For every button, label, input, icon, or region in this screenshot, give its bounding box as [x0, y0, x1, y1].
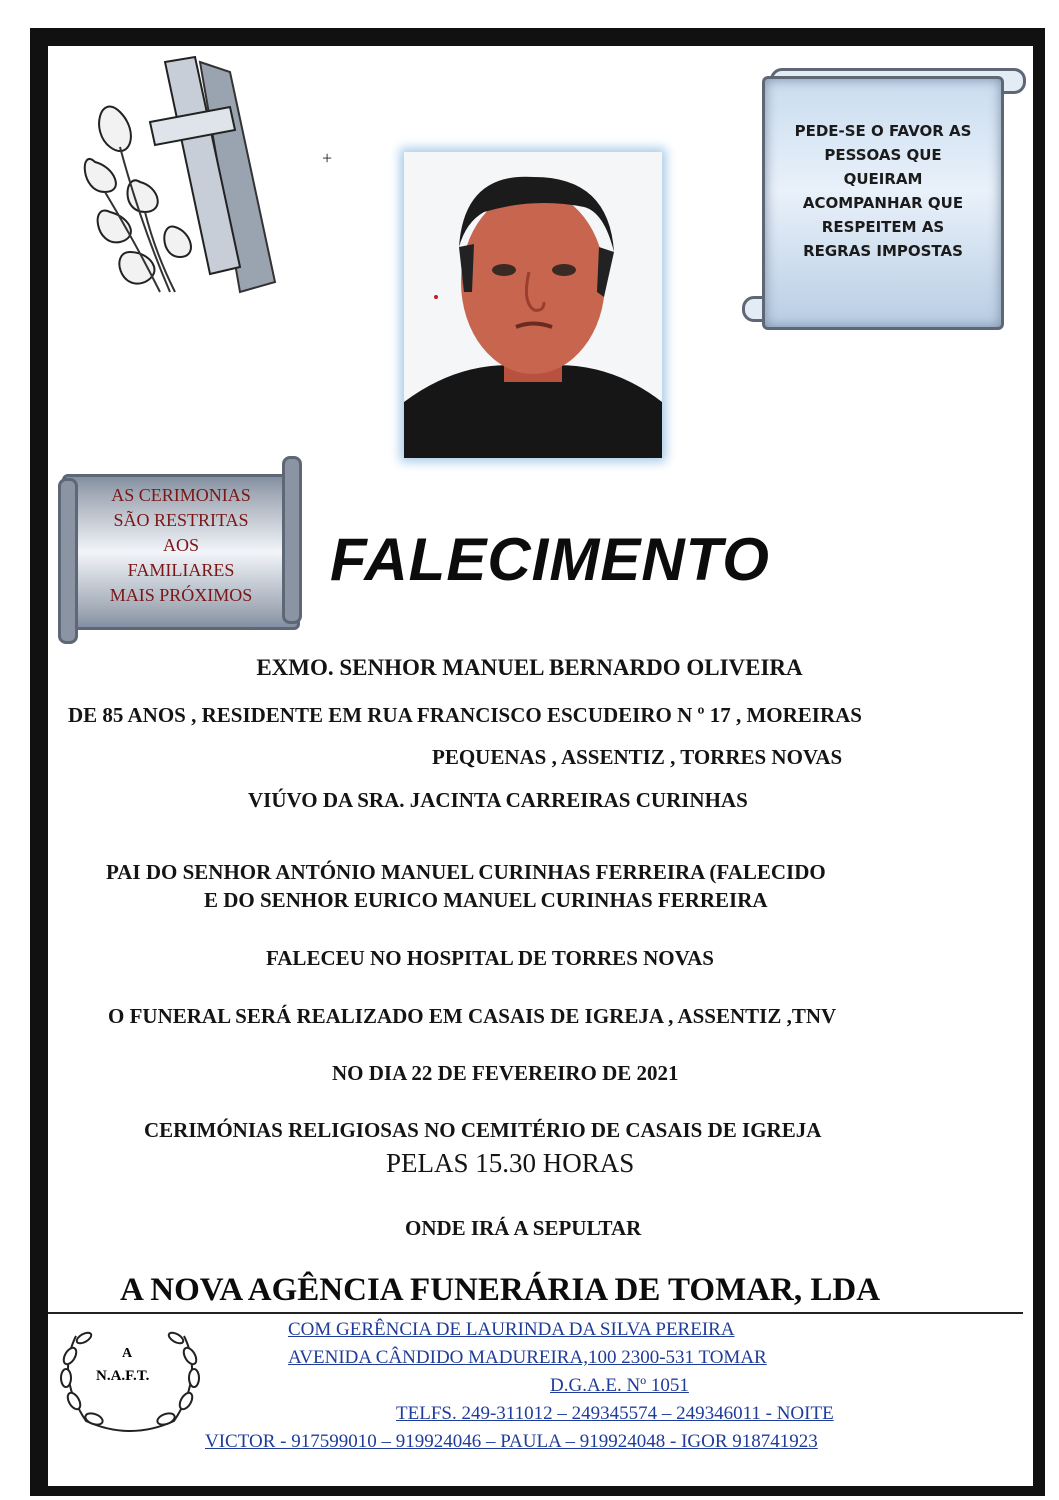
notice-right-line: PEDE-SE O FAVOR AS [794, 122, 972, 140]
cross-lily-illustration [80, 52, 280, 302]
notice-scroll-right [750, 64, 1032, 332]
children-line: PAI DO SENHOR ANTÓNIO MANUEL CURINHAS FERREIRA (FALECIDO [106, 860, 826, 884]
ceremony-time-line: PELAS 15.30 HORAS [386, 1148, 635, 1178]
portrait-photo [404, 152, 662, 458]
notice-left-line: MAIS PRÓXIMOS [109, 585, 253, 605]
address-line: AVENIDA CÂNDIDO MADUREIRA,100 2300-531 TOMAR [288, 1347, 767, 1368]
agency-logo [56, 1316, 204, 1436]
notice-left-line: FAMILIARES [127, 560, 235, 580]
widower-line: VIÚVO DA SRA. JACINTA CARREIRAS CURINHAS [248, 788, 748, 812]
notice-left-line: AS CERIMONIAS [111, 485, 251, 505]
notice-right-line: QUEIRAM [843, 170, 923, 188]
children-line-2: E DO SENHOR EURICO MANUEL CURINHAS FERREIRA [204, 888, 768, 912]
page-title: FALECIMENTO [330, 526, 770, 593]
logo-text: N.A.F.T. [96, 1368, 150, 1384]
residence-line: DE 85 ANOS , RESIDENTE EM RUA FRANCISCO ESCUDEIRO N º 17 , MOREIRAS [68, 703, 862, 727]
divider [48, 1312, 1023, 1314]
notice-right-line: REGRAS IMPOSTAS [803, 242, 963, 260]
residence-line-2: PEQUENAS , ASSENTIZ , TORRES NOVAS [432, 745, 843, 769]
burial-line: ONDE IRÁ A SEPULTAR [405, 1216, 642, 1240]
license-line: D.G.A.E. Nº 1051 [550, 1375, 689, 1396]
logo-letter: A [122, 1346, 133, 1361]
funeral-date-line: NO DIA 22 DE FEVEREIRO DE 2021 [332, 1061, 679, 1085]
cross-mark: + [322, 148, 333, 168]
phones-line: TELFS. 249-311012 – 249345574 – 249346011 - NOITE [396, 1403, 834, 1424]
deceased-name: EXMO. SENHOR MANUEL BERNARDO OLIVEIRA [256, 655, 803, 680]
notice-right-line: RESPEITEM AS [821, 218, 945, 236]
management-line: COM GERÊNCIA DE LAURINDA DA SILVA PEREIRA [288, 1319, 735, 1340]
ceremony-line: CERIMÓNIAS RELIGIOSAS NO CEMITÉRIO DE CASAIS DE IGREJA [144, 1118, 822, 1142]
notice-right-line: PESSOAS QUE [824, 146, 942, 164]
death-place-line: FALECEU NO HOSPITAL DE TORRES NOVAS [266, 946, 714, 970]
contacts-line: VICTOR - 917599010 – 919924046 – PAULA – 919924048 - IGOR 918741923 [205, 1431, 818, 1452]
funeral-place-line: O FUNERAL SERÁ REALIZADO EM CASAIS DE IGREJA , ASSENTIZ ,TNV [108, 1004, 837, 1028]
notice-left-line: SÃO RESTRITAS [113, 510, 249, 530]
notice-left-line: AOS [162, 535, 199, 555]
notice-right-line: ACOMPANHAR QUE [802, 194, 964, 212]
notice-scroll-left [58, 456, 302, 640]
agency-name: A NOVA AGÊNCIA FUNERÁRIA DE TOMAR, LDA [120, 1272, 881, 1308]
